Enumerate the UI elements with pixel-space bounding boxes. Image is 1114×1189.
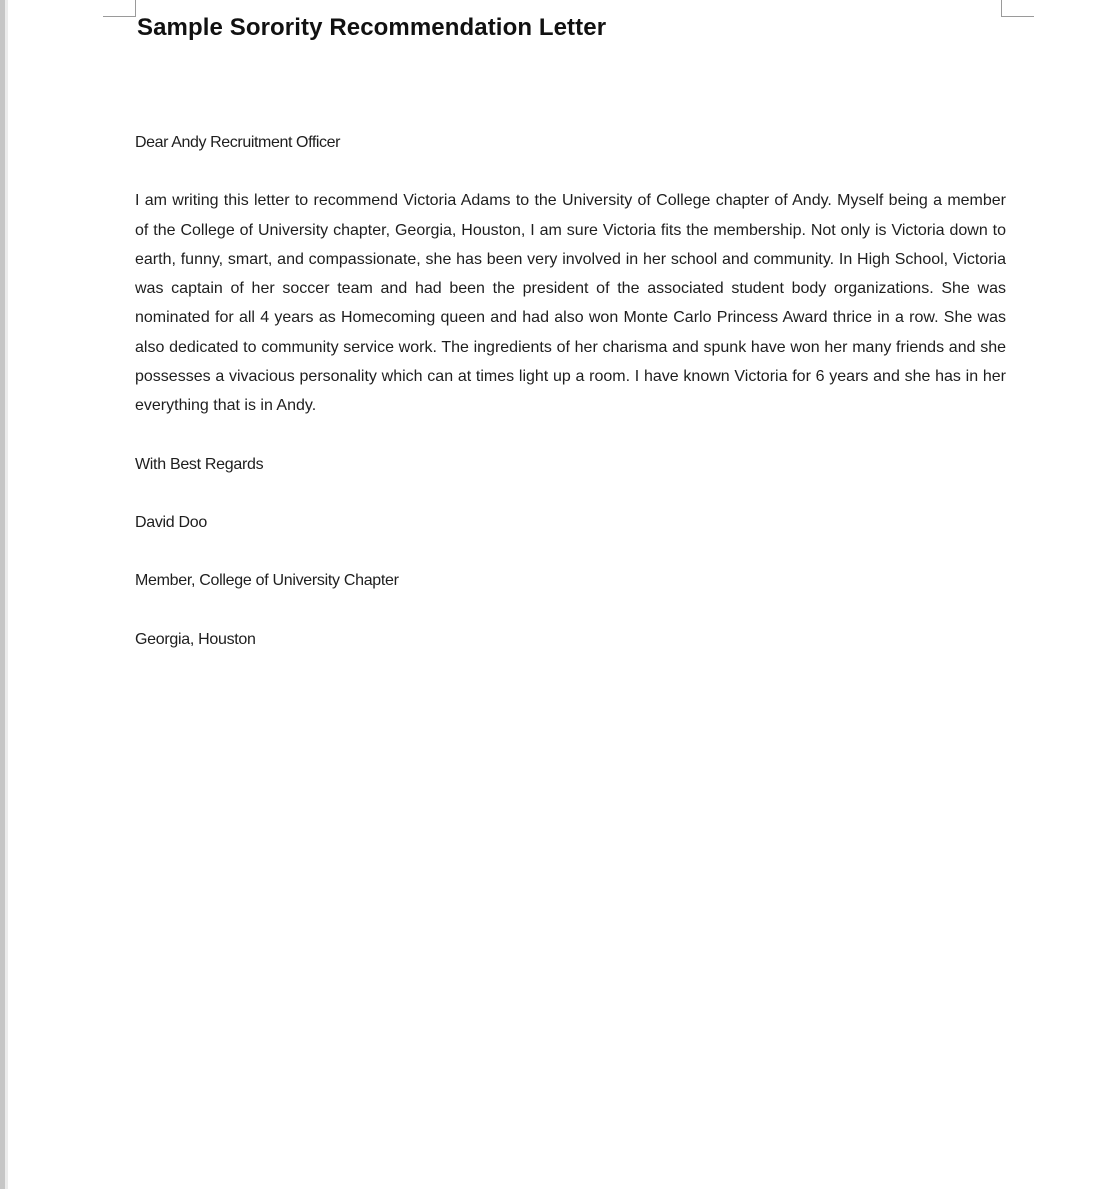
letter-content [135,128,1006,683]
top-right-margin-marker [1001,0,1034,17]
signer-title: Member, College of University Chapter [135,572,399,590]
letter-salutation: Dear Andy Recruitment Officer [135,134,341,151]
signer-name: David Doo [135,513,208,531]
letter-closing: With Best Regards [135,455,264,473]
top-left-margin-marker [103,0,136,17]
page-left-edge-shadow [5,0,8,1189]
signer-location: Georgia, Houston [135,630,256,648]
letter-body-paragraph: I am writing this letter to recommend Victoria Adams to the University of College chapter of Andy. Myself being a member of the College of University chapter, Georgia, Houston, I am sure Victoria fits the membership. Not only is Victoria down to earth, funny, smart, and compassionate, she has been very involved in her school and community. In High School, Victoria was captain of her soccer team and had been the president of the associated student body organizations. She was nominated for all 4 years as Homecoming queen and had also won Monte Carlo Princess Award thrice in a row. She was also dedicated to community service work. The ingredients of her charisma and spunk have won her many friends and she possesses a vivacious personality which can at times light up a room. I have known Victoria for 6 years and she has in her everything that is in Andy. [135,192,1006,415]
document-title: Sample Sorority Recommendation Letter [137,14,607,41]
